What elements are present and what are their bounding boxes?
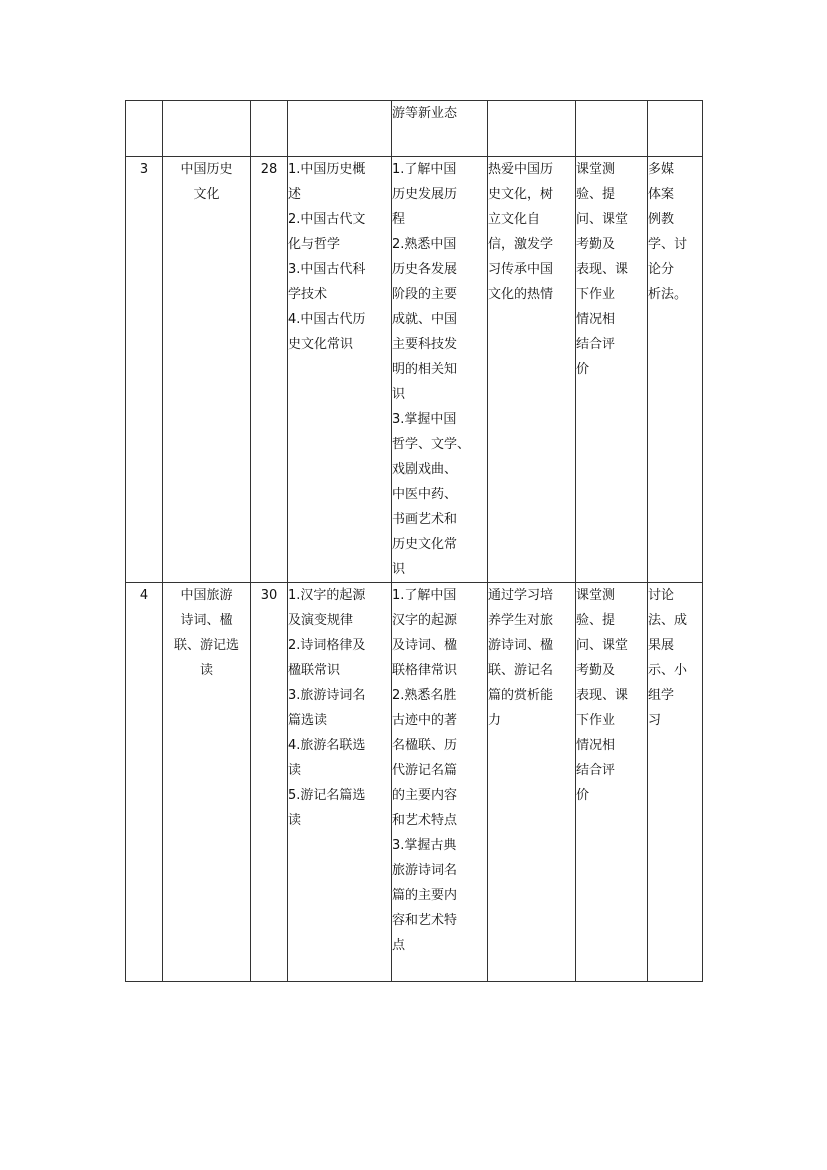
cell-module xyxy=(163,101,251,157)
text-line: 法、成 xyxy=(648,613,688,628)
text-line: 习传承中国 xyxy=(488,262,554,277)
cell-assessment xyxy=(576,583,648,982)
text-line: 养学生对旅 xyxy=(488,613,554,628)
text-line: 5.游记名篇选 xyxy=(288,788,366,803)
cell-content xyxy=(288,583,392,982)
text-line: 旅游诗词名 xyxy=(392,863,458,878)
text-line: 2.熟悉中国 xyxy=(392,237,457,252)
cell-no xyxy=(126,583,163,982)
curriculum-table xyxy=(125,100,703,982)
text-line: 名楹联、历 xyxy=(392,738,458,753)
cell-method xyxy=(648,101,703,157)
cell-module xyxy=(163,583,251,982)
text-line: 篇的主要内 xyxy=(392,888,458,903)
text-line: 析法。 xyxy=(648,287,688,302)
text-line: 4.中国古代历 xyxy=(288,312,366,327)
text-line: 结合评 xyxy=(576,763,616,778)
text-line: 考勤及 xyxy=(576,237,616,252)
cell-no xyxy=(126,101,163,157)
cell-hours xyxy=(251,101,288,157)
cell-method xyxy=(648,583,703,982)
text-line: 课堂测 xyxy=(576,162,616,177)
cell-objectives xyxy=(392,101,488,157)
text-line: 论分 xyxy=(648,262,675,277)
text-line: 体案 xyxy=(648,187,675,202)
text-line: 史文化，树 xyxy=(488,187,554,202)
cell-objectives xyxy=(392,157,488,583)
text-line: 成就、中国 xyxy=(392,312,458,327)
cell-no xyxy=(126,157,163,583)
text-line: 史文化常识 xyxy=(288,337,354,352)
cell-ideology xyxy=(488,101,576,157)
text-line: 书画艺术和 xyxy=(392,512,458,527)
text-line: 容和艺术特 xyxy=(392,913,458,928)
text-line: 识 xyxy=(392,562,406,577)
text-line: 通过学习培 xyxy=(488,588,554,603)
text-line: 3.旅游诗词名 xyxy=(288,688,366,703)
cell-assessment xyxy=(576,157,648,583)
text-line: 代游记名篇 xyxy=(392,763,458,778)
module-name-line: 中国旅游 xyxy=(180,588,233,603)
text-line: 结合评 xyxy=(576,337,616,352)
text-line: 验、提 xyxy=(576,187,616,202)
text-line: 明的相关知 xyxy=(392,362,458,377)
cell-ideology xyxy=(488,157,576,583)
cell-hours xyxy=(251,157,288,583)
text-line: 例教 xyxy=(648,212,675,227)
text-line: 验、提 xyxy=(576,613,616,628)
text-line: 3.掌握古典 xyxy=(392,838,457,853)
module-name-line: 读 xyxy=(199,663,213,678)
text-line: 2.熟悉名胜 xyxy=(392,688,457,703)
row-number: 4 xyxy=(139,588,149,603)
text-line: 果展 xyxy=(648,638,675,653)
text-line: 历史各发展 xyxy=(392,262,458,277)
cell-hours xyxy=(251,583,288,982)
module-name-line: 文化 xyxy=(193,187,220,202)
text-line: 示、小 xyxy=(648,663,688,678)
module-name-line: 中国历史 xyxy=(180,162,233,177)
text-line: 中医中药、 xyxy=(392,487,458,502)
text-line: 2.诗词格律及 xyxy=(288,638,366,653)
text-line: 学技术 xyxy=(288,287,328,302)
text-line: 点 xyxy=(392,938,406,953)
text-line: 讨论 xyxy=(648,588,675,603)
cell-assessment xyxy=(576,101,648,157)
text-line: 楹联常识 xyxy=(288,663,341,678)
text-line: 的主要内容 xyxy=(392,788,458,803)
text-line: 游等新业态 xyxy=(392,106,458,121)
text-line: 联格律常识 xyxy=(392,663,458,678)
text-line: 下作业 xyxy=(576,713,616,728)
text-line: 读 xyxy=(288,813,302,828)
text-line: 哲学、文学、 xyxy=(392,437,471,452)
text-line: 游诗词、楹 xyxy=(488,638,554,653)
text-line: 习 xyxy=(648,713,662,728)
module-name-line: 联、游记选 xyxy=(173,638,239,653)
text-line: 下作业 xyxy=(576,287,616,302)
text-line: 力 xyxy=(488,713,502,728)
text-line: 主要科技发 xyxy=(392,337,458,352)
text-line: 学、讨 xyxy=(648,237,688,252)
text-line: 价 xyxy=(576,362,590,377)
text-line: 考勤及 xyxy=(576,663,616,678)
text-line: 3.掌握中国 xyxy=(392,412,457,427)
table-row xyxy=(126,583,703,982)
text-line: 课堂测 xyxy=(576,588,616,603)
text-line: 识 xyxy=(392,387,406,402)
text-line: 读 xyxy=(288,763,302,778)
text-line: 程 xyxy=(392,212,406,227)
text-line: 3.中国古代科 xyxy=(288,262,366,277)
text-line: 1.了解中国 xyxy=(392,162,457,177)
hours-value: 30 xyxy=(260,588,278,603)
text-line: 述 xyxy=(288,187,302,202)
cell-content xyxy=(288,101,392,157)
text-line: 及演变规律 xyxy=(288,613,354,628)
text-line: 多媒 xyxy=(648,162,675,177)
module-name-line: 诗词、楹 xyxy=(180,613,233,628)
text-line: 表现、课 xyxy=(576,688,629,703)
text-line: 化与哲学 xyxy=(288,237,341,252)
text-line: 立文化自 xyxy=(488,212,541,227)
text-line: 热爱中国历 xyxy=(488,162,554,177)
text-line: 历史文化常 xyxy=(392,537,458,552)
table-row-continuation xyxy=(126,101,703,157)
text-line: 组学 xyxy=(648,688,675,703)
table-row xyxy=(126,157,703,583)
text-line: 表现、课 xyxy=(576,262,629,277)
text-line: 情况相 xyxy=(576,738,616,753)
text-line: 情况相 xyxy=(576,312,616,327)
text-line: 1.了解中国 xyxy=(392,588,457,603)
text-line: 古迹中的著 xyxy=(392,713,458,728)
text-line: 4.旅游名联选 xyxy=(288,738,366,753)
text-line: 和艺术特点 xyxy=(392,813,458,828)
text-line: 联、游记名 xyxy=(488,663,554,678)
cell-objectives xyxy=(392,583,488,982)
text-line: 汉字的起源 xyxy=(392,613,458,628)
hours-value: 28 xyxy=(260,162,278,177)
text-line: 文化的热情 xyxy=(488,287,554,302)
cell-content xyxy=(288,157,392,583)
text-line: 篇选读 xyxy=(288,713,328,728)
cell-ideology xyxy=(488,583,576,982)
text-line: 篇的赏析能 xyxy=(488,688,554,703)
row-number: 3 xyxy=(139,162,149,177)
text-line: 问、课堂 xyxy=(576,638,629,653)
text-line: 2.中国古代文 xyxy=(288,212,366,227)
text-line: 信，激发学 xyxy=(488,237,554,252)
text-line: 历史发展历 xyxy=(392,187,458,202)
cell-module xyxy=(163,157,251,583)
text-line: 1.汉字的起源 xyxy=(288,588,366,603)
text-line: 及诗词、楹 xyxy=(392,638,458,653)
text-line: 戏剧戏曲、 xyxy=(392,462,458,477)
text-line: 问、课堂 xyxy=(576,212,629,227)
text-line: 价 xyxy=(576,788,590,803)
cell-method xyxy=(648,157,703,583)
text-line: 1.中国历史概 xyxy=(288,162,366,177)
text-line: 阶段的主要 xyxy=(392,287,458,302)
